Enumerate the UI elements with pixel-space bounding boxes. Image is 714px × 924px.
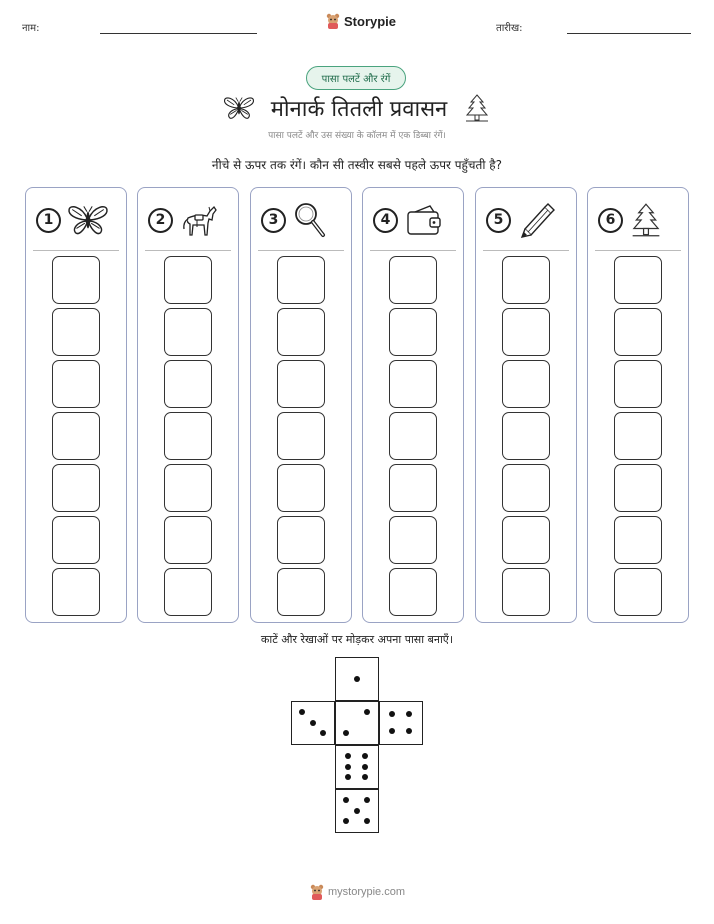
die-face (335, 701, 379, 745)
column-divider (145, 250, 231, 251)
color-box[interactable] (614, 516, 662, 564)
wallet-icon (404, 202, 444, 238)
column-3 (250, 187, 352, 623)
die-pip (345, 774, 351, 780)
color-box[interactable] (389, 516, 437, 564)
color-box[interactable] (277, 412, 325, 460)
column-number: 2 (148, 208, 173, 233)
die-face (291, 701, 335, 745)
die-face (335, 789, 379, 833)
die-pip (354, 808, 360, 814)
color-box[interactable] (164, 412, 212, 460)
column-1 (25, 187, 127, 623)
color-box[interactable] (277, 360, 325, 408)
color-box[interactable] (502, 308, 550, 356)
column-header (148, 202, 230, 238)
column-header (261, 202, 343, 238)
die-pip (362, 764, 368, 770)
color-box[interactable] (614, 568, 662, 616)
die-pip (345, 753, 351, 759)
color-box[interactable] (164, 360, 212, 408)
pine-tree-icon (463, 93, 491, 123)
color-box[interactable] (164, 308, 212, 356)
color-box[interactable] (614, 360, 662, 408)
color-box[interactable] (389, 464, 437, 512)
color-box[interactable] (52, 464, 100, 512)
page-subtitle: पासा पलटें और उस संख्या के कॉलम में एक डिब्बा रंगें। (268, 131, 446, 141)
die-pip (354, 676, 360, 682)
column-divider (595, 250, 681, 251)
column-2 (137, 187, 239, 623)
column-number: 4 (373, 208, 398, 233)
color-box[interactable] (389, 308, 437, 356)
die-pip (320, 730, 326, 736)
color-box[interactable] (164, 256, 212, 304)
cut-instruction: काटें और रेखाओं पर मोड़कर अपना पासा बनाएँ। (260, 633, 454, 646)
color-box[interactable] (502, 256, 550, 304)
column-divider (33, 250, 119, 251)
color-box[interactable] (164, 516, 212, 564)
color-box[interactable] (389, 256, 437, 304)
color-box[interactable] (502, 360, 550, 408)
color-box[interactable] (164, 568, 212, 616)
column-4 (362, 187, 464, 623)
column-number: 6 (598, 208, 623, 233)
column-number: 3 (261, 208, 286, 233)
color-box[interactable] (277, 568, 325, 616)
color-box[interactable] (389, 360, 437, 408)
storypie-mascot-icon (310, 884, 324, 900)
color-box[interactable] (389, 412, 437, 460)
color-box[interactable] (277, 464, 325, 512)
title-row (0, 90, 714, 126)
die-pip (362, 774, 368, 780)
footer (310, 884, 405, 900)
die-face (379, 701, 423, 745)
color-box[interactable] (614, 308, 662, 356)
color-box[interactable] (502, 568, 550, 616)
die-pip (345, 764, 351, 770)
column-divider (483, 250, 569, 251)
butterfly-icon (67, 203, 109, 237)
column-header (486, 202, 568, 238)
column-divider (258, 250, 344, 251)
butterfly-icon (223, 95, 255, 121)
color-box[interactable] (52, 412, 100, 460)
name-label: नाम: (22, 23, 40, 34)
die-pip (343, 818, 349, 824)
column-number: 5 (486, 208, 511, 233)
page-title: मोनार्क तितली प्रवासन (270, 97, 448, 122)
color-box[interactable] (389, 568, 437, 616)
die-pip (362, 753, 368, 759)
color-box[interactable] (502, 464, 550, 512)
die-pip (364, 709, 370, 715)
die-pip (364, 797, 370, 803)
activity-badge: पासा पलटें और रंगें (306, 66, 406, 90)
die-pip (406, 711, 412, 717)
instruction-text: नीचे से ऊपर तक रंगें। कौन सी तस्वीर सबसे पहले ऊपर पहुँचती है? (211, 158, 503, 172)
color-box[interactable] (502, 516, 550, 564)
brand-name: Storypie (344, 13, 397, 29)
horse-icon (179, 202, 219, 238)
magnifying-glass-icon (292, 201, 328, 239)
die-pip (343, 797, 349, 803)
column-header (598, 202, 680, 238)
pine-tree-icon (629, 200, 663, 240)
die-face (335, 745, 379, 789)
die-pip (364, 818, 370, 824)
column-5 (475, 187, 577, 623)
die-pip (343, 730, 349, 736)
color-box[interactable] (52, 360, 100, 408)
color-box[interactable] (164, 464, 212, 512)
footer-url: mystorypie.com (328, 886, 406, 898)
die-pip (389, 711, 395, 717)
color-box[interactable] (614, 412, 662, 460)
die-pip (406, 728, 412, 734)
color-box[interactable] (277, 516, 325, 564)
storypie-mascot-icon (326, 13, 340, 29)
brand-logo (326, 13, 396, 29)
color-box[interactable] (52, 308, 100, 356)
color-box[interactable] (52, 568, 100, 616)
date-label: तारीख: (496, 23, 523, 34)
die-pip (310, 720, 316, 726)
color-box[interactable] (52, 516, 100, 564)
color-box[interactable] (277, 308, 325, 356)
die-pip (299, 709, 305, 715)
die-pip (389, 728, 395, 734)
color-box[interactable] (502, 412, 550, 460)
color-box[interactable] (614, 464, 662, 512)
column-header (373, 202, 455, 238)
die-face (335, 657, 379, 701)
color-box[interactable] (52, 256, 100, 304)
color-box[interactable] (277, 256, 325, 304)
date-line (567, 33, 691, 34)
column-divider (370, 250, 456, 251)
column-header (36, 202, 118, 238)
column-6 (587, 187, 689, 623)
pencil-icon (517, 201, 557, 239)
column-number: 1 (36, 208, 61, 233)
name-line (100, 33, 257, 34)
color-box[interactable] (614, 256, 662, 304)
